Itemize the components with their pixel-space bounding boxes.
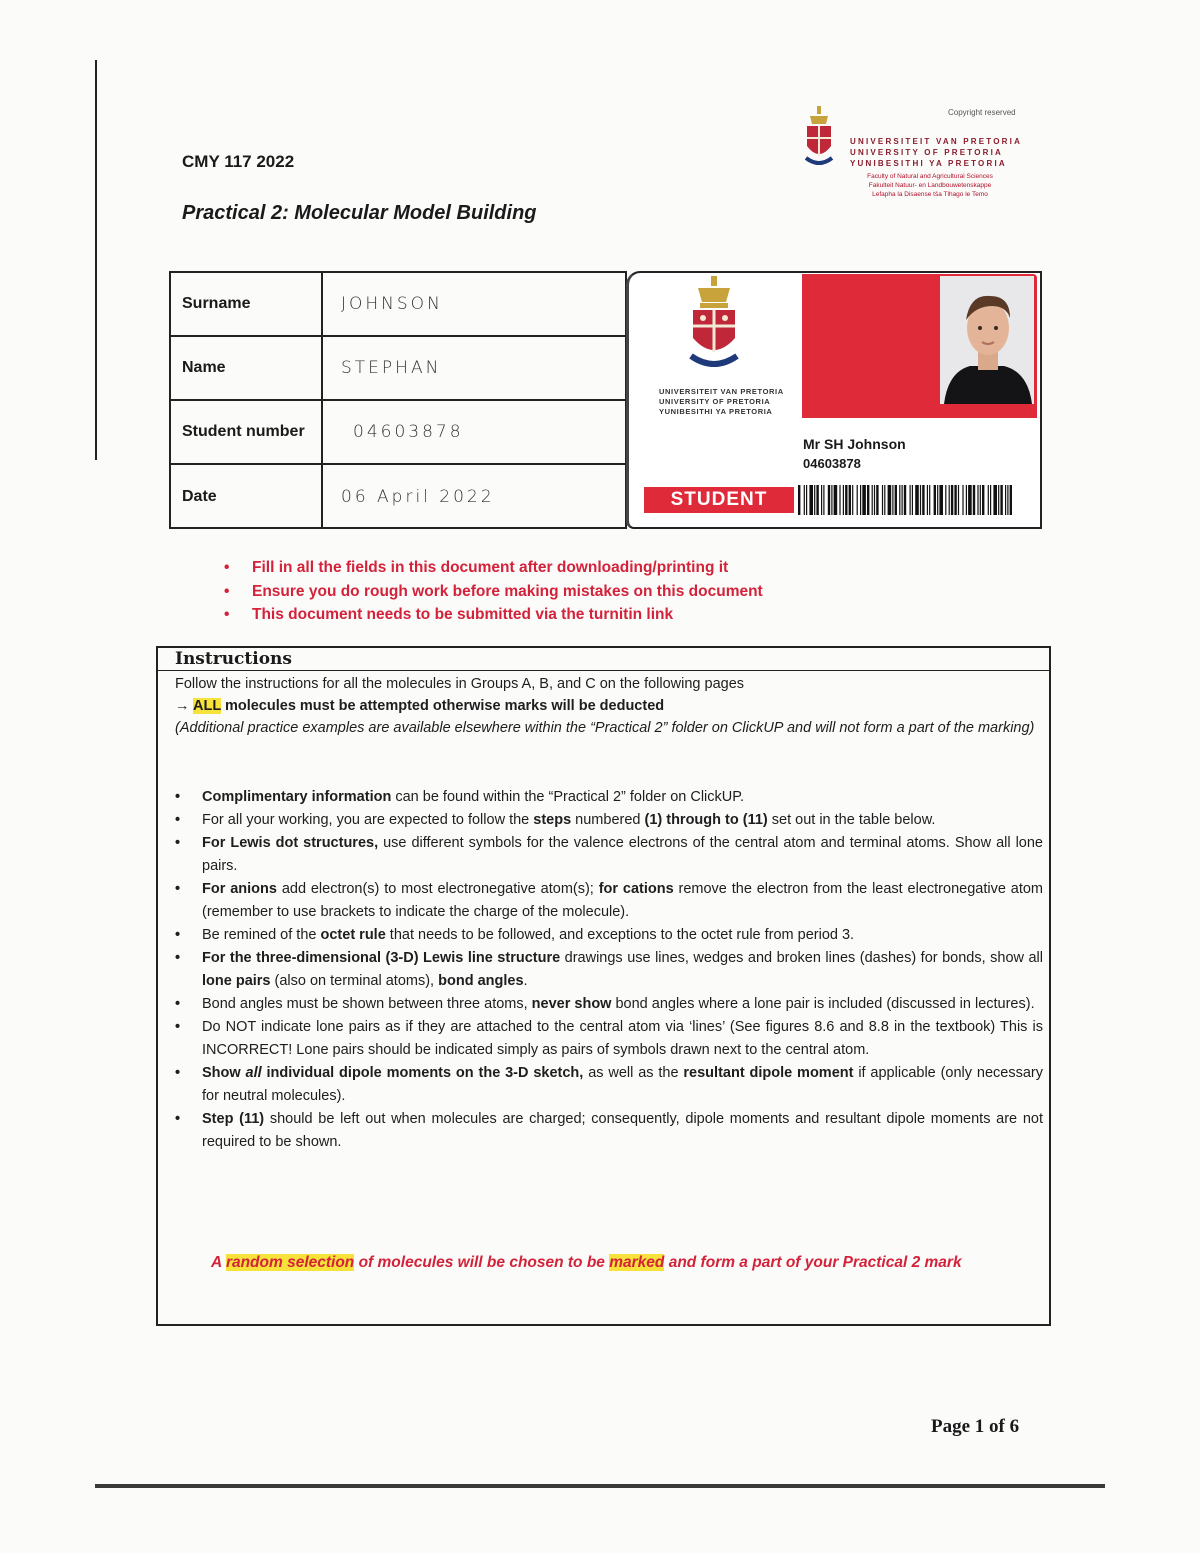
highlight-marked: marked [609,1254,665,1271]
barcode-bar [912,485,913,515]
header-university-line: UNIVERSITY OF PRETORIA [850,148,1004,157]
barcode-bar [888,485,892,515]
instructions-intro: Follow the instructions for all the molecules in Groups A, B, and C on the following pages [175,676,745,692]
barcode-bar [899,485,900,515]
barcode-bar [804,485,805,515]
card-holder-name: Mr SH Johnson [803,436,906,452]
student-badge: STUDENT [644,487,794,513]
list-item: • Complimentary information can be found within the “Practical 2” folder on ClickUP. [175,786,1043,809]
date-field[interactable]: 06 April 2022 [341,487,495,507]
barcode-bar [993,485,997,515]
barcode-bar [814,485,815,515]
barcode-bar [920,485,921,515]
card-university-line: YUNIBESITHI YA PRETORIA [659,407,773,416]
note-text: A [211,1254,226,1271]
barcode-bar [862,485,866,515]
barcode-bar [904,485,906,515]
barcode-bar [988,485,989,515]
barcode-bar [882,485,883,515]
barcode-bar [990,485,991,515]
barcode-bar [892,485,893,515]
barcode-bar [809,485,813,515]
instructions-header [158,648,1049,671]
barcode-bar [980,485,981,515]
table-row [171,273,625,337]
barcode-bar [1005,485,1006,515]
note-text: and form a part of your Practical 2 mark [664,1254,962,1271]
barcode-bar [982,485,984,515]
barcode-bar [872,485,873,515]
list-item: • Ensure you do rough work before making mistakes on this document [224,580,763,604]
table-row [171,401,625,465]
barcode-bar [977,485,978,515]
barcode-bar [874,485,875,515]
instructions-box [156,646,1051,1326]
barcode-bar [1007,485,1008,515]
header-faculty-line: Lefapha la Disaense tša Tlhago le Temo [872,191,988,198]
list-item: • Fill in all the fields in this document after downloading/printing it [224,556,763,580]
barcode-bar [831,485,832,515]
table-row [171,337,625,401]
student-number-field[interactable]: 04603878 [353,422,464,442]
notice-list [224,556,763,627]
page-bottom-edge [95,1484,1105,1488]
all-molecules-warning [175,695,664,717]
barcode-bar [929,485,930,515]
list-item: • Show all individual dipole moments on the 3-D sketch, as well as the resultant dipole moment if applicable (only necessary for neutral molecules). [175,1062,1043,1108]
list-item: • For the three-dimensional (3-D) Lewis line structure drawings use lines, wedges and broken lines (dashes) for bonds, show all lone pairs (also on terminal atoms), bond angles. [175,947,1043,993]
barcode-bar [860,485,861,515]
barcode-bar [937,485,938,515]
barcode-bar [895,485,897,515]
card-student-number: 04603878 [803,456,861,471]
barcode-bar [823,485,824,515]
date-label: Date [171,465,323,529]
barcode-bar [945,485,946,515]
barcode-bar [962,485,963,515]
barcode-bar [843,485,844,515]
barcode-bar [1010,485,1012,515]
university-crest-icon [804,106,834,170]
highlight-random-selection: random selection [225,1254,355,1271]
student-photo [940,276,1034,404]
list-item: • Do NOT indicate lone pairs as if they are attached to the central atom via ‘lines’ (See figures 8.6 and 8.8 in the textbook) This is INCORRECT! Lone pairs should be indicated simply as pairs of symbols drawn next to the central atom. [175,1016,1043,1062]
barcode-bar [834,485,838,515]
barcode-bar [968,485,972,515]
barcode-bar [934,485,936,515]
list-item: • Bond angles must be shown between three atoms, never show bond angles where a lone pair is included (discussed in lectures). [175,993,1043,1016]
barcode-bar [1000,485,1002,515]
barcode-bar [839,485,840,515]
all-molecules-text: molecules must be attempted otherwise marks will be deducted [220,698,665,714]
header-faculty-line: Fakulteit Natuur- en Landbouwetenskappe [868,182,992,189]
barcode-bar [922,485,924,515]
barcode-bar [954,485,956,515]
list-item: • Be remined of the octet rule that needs to be followed, and exceptions to the octet rule from period 3. [175,924,1043,947]
list-item: • This document needs to be submitted via the turnitin link [224,603,763,627]
barcode-bar [915,485,919,515]
card-university-line: UNIVERSITY OF PRETORIA [659,397,771,406]
barcode-bar [857,485,858,515]
instruction-bullets [175,786,1043,1154]
header-faculty-line: Faculty of Natural and Agricultural Sciences [867,173,993,180]
barcode-bar [849,485,851,515]
list-item: • Step (11) should be left out when molecules are charged; consequently, dipole moments and resultant dipole moments are not required to be shown. [175,1108,1043,1154]
barcode-bar [884,485,885,515]
barcode-bar [927,485,928,515]
additional-practice-note: (Additional practice examples are available elsewhere within the “Practical 2” folder on ClickUP and will not form a part of the marking) [175,720,1035,736]
name-label: Name [171,337,323,399]
header-university-line: YUNIBESITHI YA PRETORIA [850,159,1007,168]
note-text: of molecules will be chosen to be [354,1254,610,1271]
page-number: Page 1 of 6 [931,1416,1020,1437]
header-university-line: UNIVERSITEIT VAN PRETORIA [850,137,1023,146]
barcode-bar [966,485,967,515]
list-item: • For all your working, you are expected to follow the steps numbered (1) through to (11) set out in the table below. [175,809,1043,832]
list-item: • For Lewis dot structures, use different symbols for the valence electrons of the central atom and terminal atoms. Show all lone pairs. [175,832,1043,878]
barcode-bar [828,485,830,515]
page-edge-shadow [95,60,97,460]
practical-title: Practical 2: Molecular Model Building [182,202,537,224]
barcode-bar [816,485,818,515]
barcode-bar [876,485,878,515]
instructions-title: Instructions [175,649,292,669]
barcode-bar [910,485,911,515]
barcode-bar [958,485,959,515]
student-details-table [169,271,627,529]
highlight-all: ALL [193,698,221,714]
barcode-bar [845,485,847,515]
barcode-bar [998,485,999,515]
barcode-bar [973,485,975,515]
barcode-bar [902,485,903,515]
barcode-icon [797,485,1015,515]
card-university-name [659,387,784,417]
arrow-icon: → [175,698,190,714]
copyright-note: Copyright reserved [948,108,1016,117]
barcode-bar [798,485,800,515]
course-code: CMY 117 2022 [182,152,295,171]
header-faculty-name [850,172,1010,199]
card-university-line: UNIVERSITEIT VAN PRETORIA [659,387,784,396]
name-field[interactable]: STEPHAN [341,358,442,378]
student-number-label: Student number [171,401,323,463]
barcode-bar [949,485,950,515]
list-item: • For anions add electron(s) to most electronegative atom(s); for cations remove the electron from the least electronegative atom (remember to use brackets to indicate the charge of the molecule). [175,878,1043,924]
random-selection-note [211,1254,962,1272]
university-crest-icon [688,276,740,374]
header-university-name [850,136,1022,169]
table-row [171,465,625,529]
barcode-bar [867,485,869,515]
barcode-bar [951,485,953,515]
barcode-bar [821,485,822,515]
surname-field[interactable]: JOHNSON [341,294,443,314]
barcode-bar [806,485,807,515]
barcode-bar [939,485,943,515]
barcode-bar [852,485,853,515]
surname-label: Surname [171,273,323,335]
